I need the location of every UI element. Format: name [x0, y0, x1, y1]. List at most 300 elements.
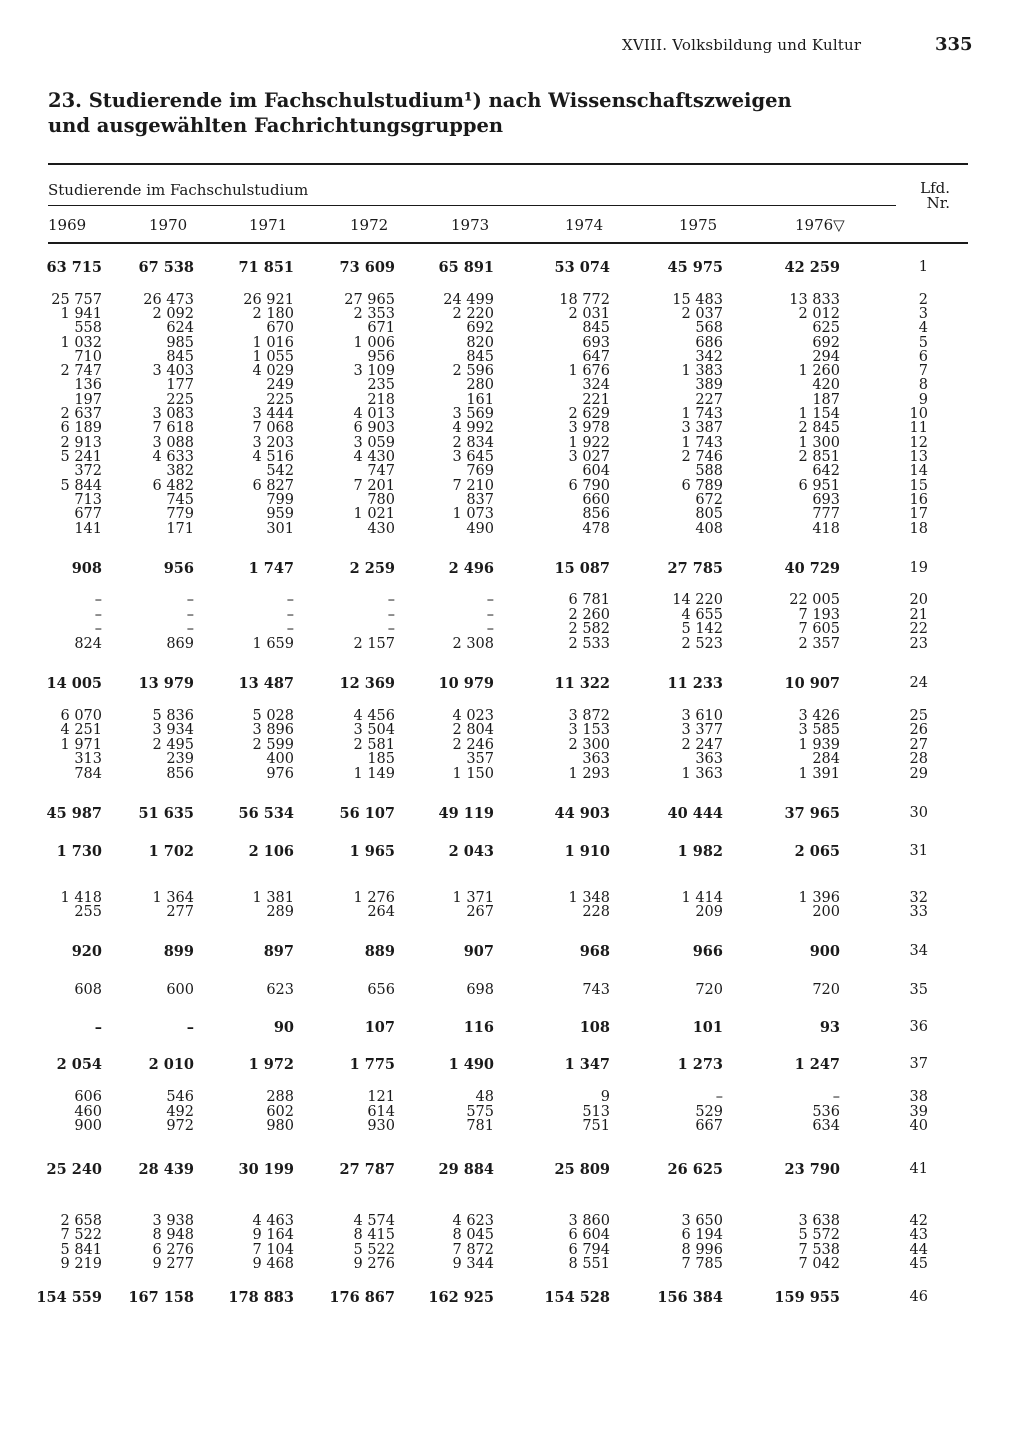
table-cell: 1 922 [568, 435, 610, 451]
table-cell: 27 787 [339, 1161, 395, 1178]
table-cell: 225 [166, 392, 194, 408]
rule-top [48, 163, 968, 165]
table-cell: 197 [74, 392, 102, 408]
table-cell: 9 276 [353, 1256, 395, 1272]
table-cell: – [832, 1089, 840, 1105]
table-title-line-1: 23. Studierende im Fachschulstudium¹) nach Wissenschaftszweigen [48, 89, 792, 112]
table-row [0, 479, 1024, 494]
table-cell: 10 907 [784, 675, 840, 692]
table-cell: 4 516 [252, 449, 294, 465]
table-cell: 1 730 [56, 843, 102, 860]
table-cell: 342 [695, 349, 723, 365]
year-header: 1969 [48, 216, 87, 234]
table-cell: 301 [266, 521, 294, 537]
table-cell: 267 [466, 904, 494, 920]
table-cell: 2 031 [568, 306, 610, 322]
table-cell: 225 [266, 392, 294, 408]
table-cell: 2 851 [798, 449, 840, 465]
table-cell: 672 [695, 492, 723, 508]
year-header: 1971 [249, 216, 288, 234]
table-cell: 26 625 [667, 1161, 723, 1178]
table-cell: 490 [466, 521, 494, 537]
table-cell: 14 005 [46, 675, 102, 692]
table-cell: 289 [266, 904, 294, 920]
table-cell: 8 996 [681, 1242, 723, 1258]
table-cell: 313 [74, 751, 102, 767]
table-row [0, 1162, 1024, 1177]
table-cell: 288 [266, 1089, 294, 1105]
table-cell: 4 430 [353, 449, 395, 465]
table-cell: 6 189 [60, 420, 102, 436]
table-row [0, 507, 1024, 522]
table-cell: 141 [74, 521, 102, 537]
table-cell: 7 538 [798, 1242, 840, 1258]
table-cell: 185 [367, 751, 395, 767]
table-cell: 2 495 [152, 737, 194, 753]
table-cell: 2 259 [349, 560, 395, 577]
table-cell: 40 729 [784, 560, 840, 577]
table-cell: 162 925 [428, 1289, 494, 1306]
table-cell: 1 391 [798, 766, 840, 782]
table-cell: 3 645 [452, 449, 494, 465]
table-row [0, 891, 1024, 906]
table-row [0, 944, 1024, 959]
table-cell: 3 083 [152, 406, 194, 422]
table-cell: 845 [166, 349, 194, 365]
table-cell: 3 153 [568, 722, 610, 738]
table-cell: 784 [74, 766, 102, 782]
table-cell: 3 860 [568, 1213, 610, 1229]
table-cell: 6 789 [681, 478, 723, 494]
table-cell: 228 [582, 904, 610, 920]
table-cell: 743 [582, 982, 610, 998]
table-cell: 777 [812, 506, 840, 522]
table-cell: 280 [466, 377, 494, 393]
table-row [0, 1020, 1024, 1035]
table-cell: 2 746 [681, 449, 723, 465]
table-cell: 2 582 [568, 621, 610, 637]
row-number: 15 [909, 478, 928, 494]
table-row [0, 464, 1024, 479]
lfd-label: Lfd. [920, 179, 950, 197]
table-cell: 2 308 [452, 636, 494, 652]
table-cell: 1 982 [677, 843, 723, 860]
table-cell: 284 [812, 751, 840, 767]
table-cell: 40 444 [667, 805, 723, 822]
table-cell: 781 [466, 1118, 494, 1134]
row-number: 46 [909, 1289, 928, 1305]
table-cell: 693 [582, 335, 610, 351]
table-cell: 4 013 [353, 406, 395, 422]
table-cell: 24 499 [443, 292, 494, 308]
table-cell: 980 [266, 1118, 294, 1134]
table-cell: 42 259 [784, 259, 840, 276]
table-cell: 209 [695, 904, 723, 920]
table-cell: 11 233 [667, 675, 723, 692]
table-cell: 73 609 [339, 259, 395, 276]
table-cell: 8 045 [452, 1227, 494, 1243]
lfd-nr-header [910, 181, 950, 211]
table-cell: 8 415 [353, 1227, 395, 1243]
table-row [0, 905, 1024, 920]
table-cell: 845 [466, 349, 494, 365]
table-cell: 3 938 [152, 1213, 194, 1229]
table-cell: 6 194 [681, 1227, 723, 1243]
table-cell: 156 384 [657, 1289, 723, 1306]
table-cell: 5 844 [60, 478, 102, 494]
table-cell: 2 353 [353, 306, 395, 322]
table-cell: 101 [692, 1019, 723, 1036]
table-cell: 255 [74, 904, 102, 920]
table-cell: 6 781 [568, 592, 610, 608]
table-cell: 264 [367, 904, 395, 920]
table-row [0, 1057, 1024, 1072]
table-cell: 660 [582, 492, 610, 508]
table-cell: 1 021 [353, 506, 395, 522]
table-cell: 44 903 [554, 805, 610, 822]
table-cell: 908 [71, 560, 102, 577]
table-cell: 177 [166, 377, 194, 393]
table-cell: 3 650 [681, 1213, 723, 1229]
table-cell: 542 [266, 463, 294, 479]
table-cell: 14 220 [672, 592, 723, 608]
table-cell: 11 322 [554, 675, 610, 692]
table-cell: 5 028 [252, 708, 294, 724]
table-cell: 2 157 [353, 636, 395, 652]
table-cell: 856 [166, 766, 194, 782]
rule-middle [48, 205, 896, 206]
table-cell: 907 [463, 943, 494, 960]
table-cell: 4 623 [452, 1213, 494, 1229]
table-cell: 3 109 [353, 363, 395, 379]
row-number: 28 [909, 751, 928, 767]
table-cell: 23 790 [784, 1161, 840, 1178]
table-title [48, 88, 948, 138]
table-cell: 623 [266, 982, 294, 998]
table-cell: 670 [266, 320, 294, 336]
table-cell: – [715, 1089, 723, 1105]
table-cell: 5 572 [798, 1227, 840, 1243]
table-cell: 1 659 [252, 636, 294, 652]
row-number: 36 [909, 1019, 928, 1035]
table-cell: 4 251 [60, 722, 102, 738]
table-cell: 900 [74, 1118, 102, 1134]
table-cell: 154 528 [544, 1289, 610, 1306]
table-cell: 634 [812, 1118, 840, 1134]
table-cell: 2 747 [60, 363, 102, 379]
table-row [0, 1119, 1024, 1134]
table-cell: 4 456 [353, 708, 395, 724]
table-cell: 1 414 [681, 890, 723, 906]
table-cell: 51 635 [138, 805, 194, 822]
row-number: 12 [909, 435, 928, 451]
table-cell: 4 023 [452, 708, 494, 724]
table-cell: 2 658 [60, 1213, 102, 1229]
table-cell: 460 [74, 1104, 102, 1120]
table-row [0, 723, 1024, 738]
table-cell: 820 [466, 335, 494, 351]
table-cell: 9 277 [152, 1256, 194, 1272]
table-cell: 176 867 [329, 1289, 395, 1306]
table-cell: 45 987 [46, 805, 102, 822]
table-cell: 1 747 [248, 560, 294, 577]
table-cell: 363 [582, 751, 610, 767]
table-cell: 7 042 [798, 1256, 840, 1272]
year-header: 1976▽ [795, 216, 845, 234]
table-cell: 8 948 [152, 1227, 194, 1243]
table-cell: 1 965 [349, 843, 395, 860]
table-cell: 1 149 [353, 766, 395, 782]
table-cell: 6 794 [568, 1242, 610, 1258]
table-cell: 3 934 [152, 722, 194, 738]
row-number: 31 [909, 843, 928, 859]
table-cell: 7 068 [252, 420, 294, 436]
rule-bottom [48, 242, 968, 244]
table-row [0, 421, 1024, 436]
table-cell: 2 300 [568, 737, 610, 753]
table-cell: 6 482 [152, 478, 194, 494]
table-cell: 930 [367, 1118, 395, 1134]
table-cell: 6 070 [60, 708, 102, 724]
table-cell: 178 883 [228, 1289, 294, 1306]
table-cell: 1 910 [564, 843, 610, 860]
row-number: 4 [918, 320, 928, 336]
table-cell: 221 [582, 392, 610, 408]
table-cell: 15 483 [672, 292, 723, 308]
row-number: 8 [918, 377, 928, 393]
table-cell: 10 979 [438, 675, 494, 692]
table-cell: 7 785 [681, 1256, 723, 1272]
table-cell: – [186, 592, 194, 608]
table-cell: 6 790 [568, 478, 610, 494]
table-cell: 4 574 [353, 1213, 395, 1229]
table-cell: 277 [166, 904, 194, 920]
row-number: 10 [909, 406, 928, 422]
table-cell: 7 193 [798, 607, 840, 623]
table-cell: 239 [166, 751, 194, 767]
table-cell: 93 [819, 1019, 840, 1036]
table-cell: 1 260 [798, 363, 840, 379]
table-cell: 5 142 [681, 621, 723, 637]
row-number: 11 [909, 420, 928, 436]
table-cell: 2 599 [252, 737, 294, 753]
year-header: 1974 [565, 216, 604, 234]
table-cell: 492 [166, 1104, 194, 1120]
table-cell: 1 371 [452, 890, 494, 906]
table-cell: – [186, 607, 194, 623]
table-cell: 568 [695, 320, 723, 336]
table-cell: 642 [812, 463, 840, 479]
table-cell: 4 463 [252, 1213, 294, 1229]
table-cell: 710 [74, 349, 102, 365]
table-cell: 171 [166, 521, 194, 537]
table-row [0, 1290, 1024, 1305]
row-number: 2 [918, 292, 928, 308]
table-row [0, 450, 1024, 465]
table-row [0, 1228, 1024, 1243]
row-number: 13 [909, 449, 928, 465]
table-cell: 2 010 [148, 1056, 194, 1073]
table-row [0, 767, 1024, 782]
row-number: 17 [909, 506, 928, 522]
table-cell: 2 260 [568, 607, 610, 623]
row-number: 40 [909, 1118, 928, 1134]
table-cell: – [186, 1019, 194, 1036]
table-cell: 48 [475, 1089, 494, 1105]
table-cell: 779 [166, 506, 194, 522]
table-cell: 7 104 [252, 1242, 294, 1258]
table-cell: 13 833 [789, 292, 840, 308]
table-cell: 249 [266, 377, 294, 393]
table-cell: 1 293 [568, 766, 610, 782]
table-cell: 1 348 [568, 890, 610, 906]
table-row [0, 806, 1024, 821]
table-cell: 5 522 [353, 1242, 395, 1258]
table-cell: 4 633 [152, 449, 194, 465]
table-cell: 418 [812, 521, 840, 537]
row-number: 25 [909, 708, 928, 724]
table-cell: 49 119 [438, 805, 494, 822]
table-cell: 363 [695, 751, 723, 767]
table-cell: 2 054 [56, 1056, 102, 1073]
table-cell: 1 347 [564, 1056, 610, 1073]
table-cell: 647 [582, 349, 610, 365]
table-cell: 608 [74, 982, 102, 998]
table-cell: 602 [266, 1104, 294, 1120]
table-cell: 1 490 [448, 1056, 494, 1073]
year-header: 1973 [451, 216, 490, 234]
table-cell: 27 965 [344, 292, 395, 308]
table-cell: 3 059 [353, 435, 395, 451]
table-cell: 478 [582, 521, 610, 537]
table-cell: 3 569 [452, 406, 494, 422]
table-cell: – [94, 607, 102, 623]
table-cell: 3 978 [568, 420, 610, 436]
table-cell: 90 [273, 1019, 294, 1036]
table-cell: 2 106 [248, 843, 294, 860]
table-cell: 1 743 [681, 406, 723, 422]
table-cell: 3 426 [798, 708, 840, 724]
table-cell: 1 972 [248, 1056, 294, 1073]
table-row [0, 522, 1024, 537]
table-cell: 18 772 [559, 292, 610, 308]
row-number: 18 [909, 521, 928, 537]
table-cell: 108 [579, 1019, 610, 1036]
table-cell: 3 377 [681, 722, 723, 738]
table-cell: 25 809 [554, 1161, 610, 1178]
table-cell: 1 381 [252, 890, 294, 906]
table-cell: 780 [367, 492, 395, 508]
table-cell: – [387, 607, 395, 623]
table-row [0, 321, 1024, 336]
table-cell: 869 [166, 636, 194, 652]
row-number: 42 [909, 1213, 928, 1229]
table-cell: 15 087 [554, 560, 610, 577]
table-cell: 382 [166, 463, 194, 479]
table-cell: 956 [163, 560, 194, 577]
row-number: 1 [918, 259, 928, 275]
table-cell: 420 [812, 377, 840, 393]
table-cell: 667 [695, 1118, 723, 1134]
table-cell: 1 676 [568, 363, 610, 379]
table-cell: 900 [809, 943, 840, 960]
table-cell: 1 971 [60, 737, 102, 753]
table-row [0, 307, 1024, 322]
row-number: 26 [909, 722, 928, 738]
table-cell: 745 [166, 492, 194, 508]
table-cell: 372 [74, 463, 102, 479]
table-cell: 389 [695, 377, 723, 393]
table-cell: 769 [466, 463, 494, 479]
table-cell: 558 [74, 320, 102, 336]
table-cell: 7 201 [353, 478, 395, 494]
page-number: 335 [935, 34, 973, 55]
table-cell: 3 585 [798, 722, 840, 738]
table-cell: 2 043 [448, 843, 494, 860]
table-cell: 26 473 [143, 292, 194, 308]
row-number: 27 [909, 737, 928, 753]
table-cell: 845 [582, 320, 610, 336]
table-cell: 720 [695, 982, 723, 998]
table-cell: 13 487 [238, 675, 294, 692]
table-cell: 966 [692, 943, 723, 960]
table-cell: 136 [74, 377, 102, 393]
table-cell: 1 055 [252, 349, 294, 365]
row-number: 43 [909, 1227, 928, 1243]
table-cell: 4 655 [681, 607, 723, 623]
table-cell: 899 [163, 943, 194, 960]
table-cell: 856 [582, 506, 610, 522]
table-cell: 604 [582, 463, 610, 479]
table-cell: 2 834 [452, 435, 494, 451]
table-cell: 2 037 [681, 306, 723, 322]
table-cell: 9 [600, 1089, 610, 1105]
table-row [0, 1105, 1024, 1120]
table-cell: 7 618 [152, 420, 194, 436]
table-cell: 1 016 [252, 335, 294, 351]
table-cell: 6 827 [252, 478, 294, 494]
table-row [0, 561, 1024, 576]
table-cell: 799 [266, 492, 294, 508]
table-cell: 27 785 [667, 560, 723, 577]
table-cell: 2 246 [452, 737, 494, 753]
table-cell: 614 [367, 1104, 395, 1120]
table-cell: 107 [364, 1019, 395, 1036]
table-cell: – [486, 621, 494, 637]
table-cell: 26 921 [243, 292, 294, 308]
table-cell: 972 [166, 1118, 194, 1134]
table-cell: 889 [364, 943, 395, 960]
row-number: 37 [909, 1056, 928, 1072]
table-cell: 1 006 [353, 335, 395, 351]
table-cell: 2 629 [568, 406, 610, 422]
table-cell: 1 073 [452, 506, 494, 522]
table-cell: 2 357 [798, 636, 840, 652]
table-row [0, 752, 1024, 767]
table-cell: 2 845 [798, 420, 840, 436]
table-cell: 187 [812, 392, 840, 408]
table-cell: 6 604 [568, 1227, 610, 1243]
year-header: 1972 [350, 216, 389, 234]
table-cell: 28 439 [138, 1161, 194, 1178]
table-cell: 4 029 [252, 363, 294, 379]
table-cell: 1 775 [349, 1056, 395, 1073]
row-number: 19 [909, 560, 928, 576]
table-cell: 161 [466, 392, 494, 408]
table-row [0, 378, 1024, 393]
table-cell: 751 [582, 1118, 610, 1134]
nr-label: Nr. [926, 194, 950, 212]
